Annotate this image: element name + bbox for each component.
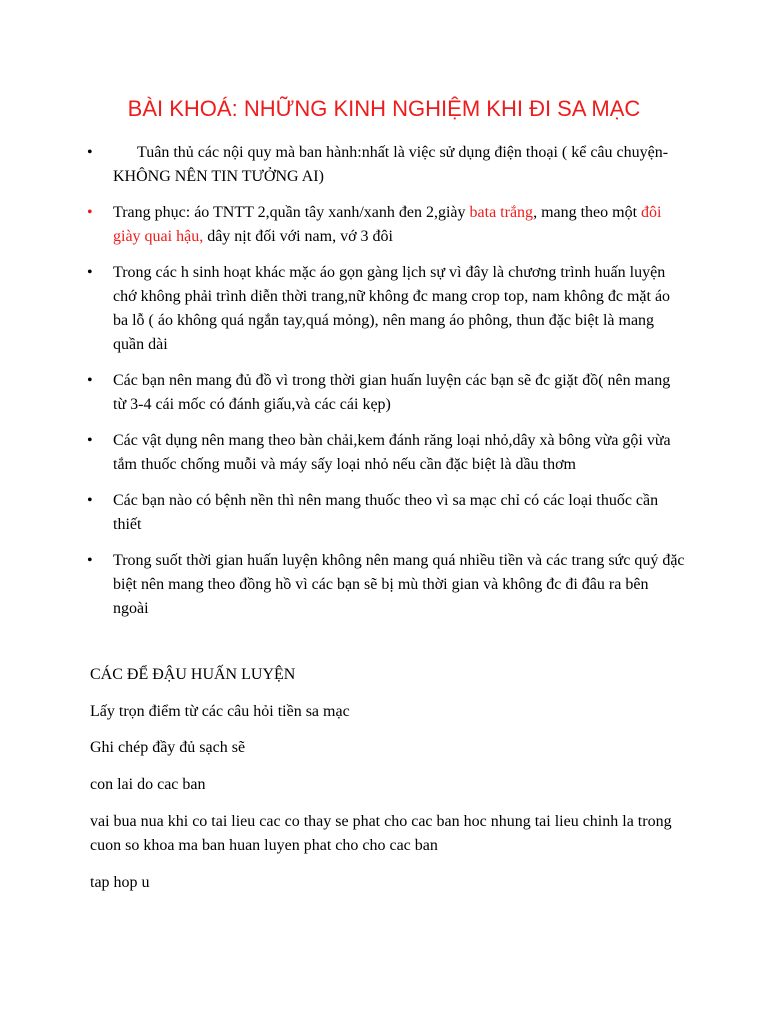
bullet-icon: • xyxy=(87,264,93,281)
list-item-text: dây nịt đối với nam, vớ 3 đôi xyxy=(203,228,393,245)
list-item xyxy=(87,141,687,189)
bullet-icon: • xyxy=(87,552,93,569)
list-item xyxy=(87,549,687,621)
list-item xyxy=(87,261,687,357)
paragraph: vai bua nua khi co tai lieu cac co thay se phat cho cac ban hoc nhung tai lieu chinh la trong cuon so khoa ma ban huan luyen phat cho cho cac ban xyxy=(90,813,672,854)
section-heading: CÁC ĐỂ ĐẬU HUẤN LUYỆN xyxy=(90,666,296,683)
list-item-text: Các bạn nên mang đủ đồ vì trong thời gian huấn luyện các bạn sẽ đc giặt đồ( nên mang từ 3-4 cái mốc có đánh giấu,và các cái kẹp) xyxy=(113,372,671,413)
list-item-text: Trang phục: áo TNTT 2,quần tây xanh/xanh đen 2,giày xyxy=(113,204,470,221)
list-item-text: Trong suốt thời gian huấn luyện không nên mang quá nhiều tiền và các trang sức quý đặc biệt nên mang theo đồng hồ vì các bạn sẽ bị mù thời gian và không đc đi đâu ra bên ngoài xyxy=(113,552,685,617)
paragraph: con lai do cac ban xyxy=(90,776,206,793)
bullet-icon: • xyxy=(87,492,93,509)
bullet-icon: • xyxy=(87,432,93,449)
paragraph: Lấy trọn điểm từ các câu hỏi tiền sa mạc xyxy=(90,703,350,720)
bullet-icon: • xyxy=(87,144,93,161)
document-title: BÀI KHOÁ: NHỮNG KINH NGHIỆM KHI ĐI SA MẠC xyxy=(127,96,641,121)
highlight-text: đôi giày quai hậu, xyxy=(113,204,662,245)
paragraph: tap hop u xyxy=(90,874,150,891)
tips-list xyxy=(87,141,687,633)
list-item-text: Các bạn nào có bệnh nền thì nên mang thuốc theo vì sa mạc chỉ có các loại thuốc cần thiết xyxy=(113,492,659,533)
list-item xyxy=(87,369,687,417)
list-item xyxy=(87,489,687,537)
list-item-text: Trong các h sinh hoạt khác mặc áo gọn gàng lịch sự vì đây là chương trình huấn luyện chớ không phải trình diễn thời trang,nữ không đc mang crop top, nam không đc mặt áo ba lỗ ( áo không quá ngắn tay,quá mỏng), nên mang áo phông, thun đặc biệt là mang quần dài xyxy=(113,264,671,353)
list-item-text: , mang theo một xyxy=(533,204,642,221)
list-item xyxy=(87,201,687,249)
bullet-icon: • xyxy=(87,204,93,221)
list-item xyxy=(87,429,687,477)
bullet-icon: • xyxy=(87,372,93,389)
paragraph: Ghi chép đầy đủ sạch sẽ xyxy=(90,739,246,756)
highlight-text: bata trắng xyxy=(469,204,534,221)
list-item-text: Các vật dụng nên mang theo bàn chải,kem đánh răng loại nhỏ,dây xà bông vừa gội vừa tắm thuốc chống muỗi và máy sấy loại nhỏ nếu cần đặc biệt là dầu thơm xyxy=(113,432,671,473)
list-item-text: Tuân thủ các nội quy mà ban hành:nhất là việc sử dụng điện thoại ( kể câu chuyện- KHÔNG NÊN TIN TƯỞNG AI) xyxy=(113,144,669,185)
